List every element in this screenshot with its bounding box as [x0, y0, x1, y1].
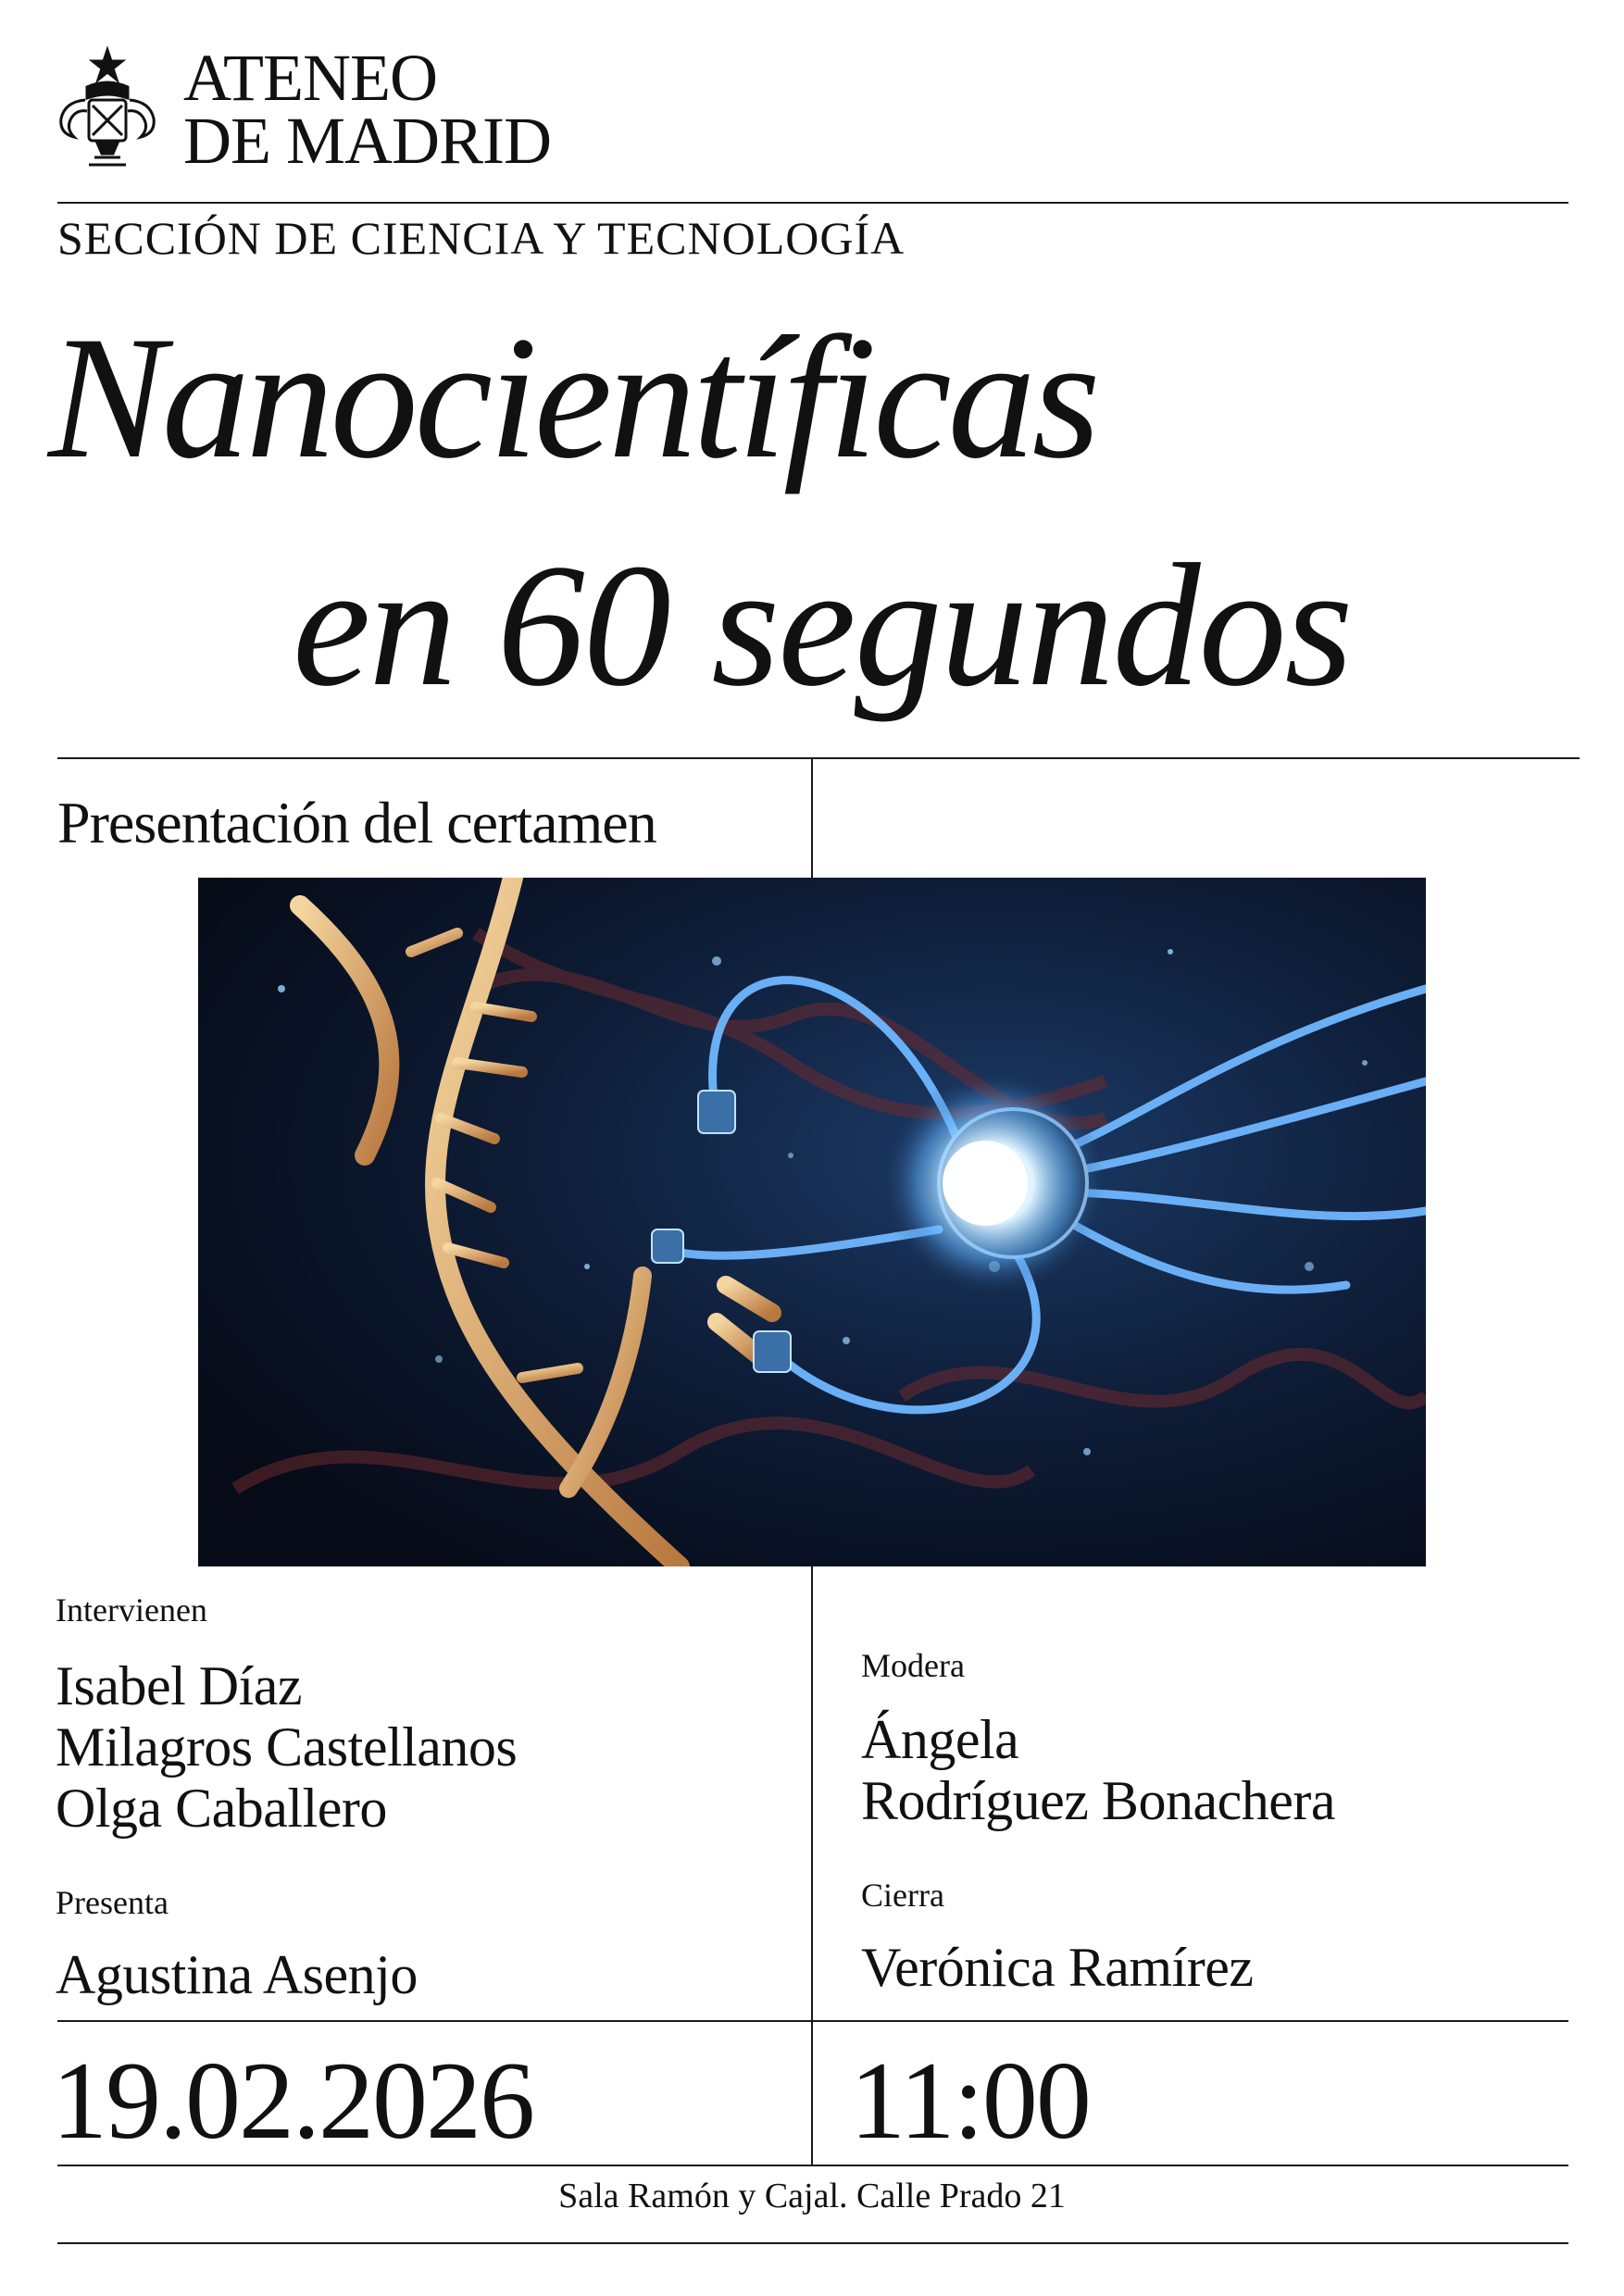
modera-label: Modera: [861, 1647, 965, 1684]
column-divider-bottom: [811, 1566, 813, 2166]
moderator-name: [861, 1709, 1335, 1831]
event-subtitle: Presentación del certamen: [57, 790, 656, 855]
moderator-name-line-2: Rodríguez Bonachera: [861, 1770, 1335, 1831]
ateneo-logo-wordmark: [183, 41, 551, 178]
date-divider-bottom: [57, 2165, 1568, 2166]
speaker-name: Isabel Díaz: [56, 1655, 303, 1716]
speaker-name: Milagros Castellanos: [56, 1716, 518, 1778]
section-title: SECCIÓN DE CIENCIA Y TECNOLOGÍA: [57, 212, 906, 264]
event-time: 11:00: [850, 2039, 1090, 2162]
presenta-label: Presenta: [56, 1884, 169, 1921]
nanorobot-dna-illustration: [198, 878, 1426, 1566]
page-title-line-2: en 60 segundos: [293, 529, 1352, 723]
cierra-label: Cierra: [861, 1877, 944, 1914]
intervienen-label: Intervienen: [56, 1591, 207, 1628]
closing-speaker-name: Verónica Ramírez: [861, 1937, 1254, 1998]
date-divider-top: [57, 2020, 1568, 2022]
presenter-name: Agustina Asenjo: [56, 1944, 418, 2005]
event-venue: Sala Ramón y Cajal. Calle Prado 21: [558, 2177, 1066, 2215]
speakers-list: [56, 1655, 517, 1839]
title-divider: [57, 757, 1580, 759]
column-divider-top: [811, 757, 813, 878]
moderator-name-line-1: Ángela: [861, 1709, 1019, 1770]
top-divider: [57, 202, 1568, 204]
ateneo-crest-icon: [52, 44, 163, 174]
speaker-name: Olga Caballero: [56, 1778, 387, 1839]
event-date: 19.02.2026: [52, 2039, 533, 2162]
logo-line-1: ATENEO: [183, 41, 437, 115]
logo-line-2: DE MADRID: [183, 104, 551, 178]
bottom-divider: [57, 2242, 1568, 2244]
page-title-line-1: Nanocientíficas: [48, 301, 1097, 495]
